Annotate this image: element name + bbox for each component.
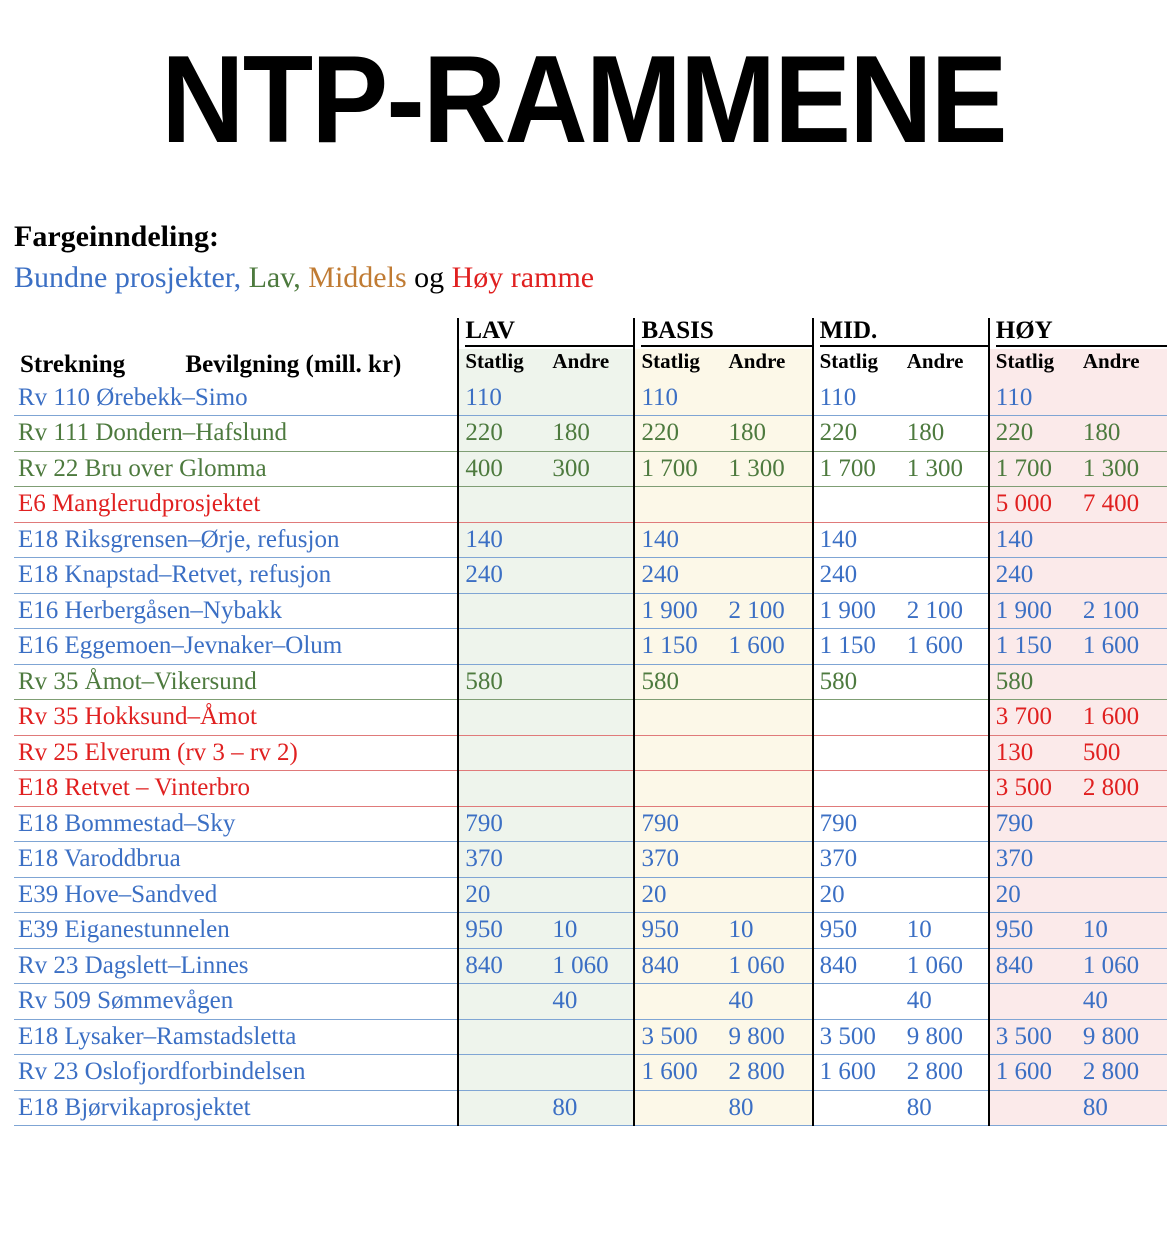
row-value: 1 150 — [989, 629, 1077, 665]
row-value — [723, 664, 813, 700]
row-value — [634, 771, 722, 807]
row-value: 80 — [1077, 1090, 1167, 1126]
subheader-mid-andre: Andre — [901, 349, 989, 381]
header-strekning-label: Strekning — [20, 350, 126, 378]
row-value: 3 500 — [989, 771, 1077, 807]
row-value: 580 — [458, 664, 546, 700]
row-value: 10 — [1077, 913, 1167, 949]
row-value: 180 — [1077, 416, 1167, 452]
row-value: 1 060 — [901, 948, 989, 984]
row-value — [901, 381, 989, 416]
row-value: 220 — [458, 416, 546, 452]
row-value: 140 — [989, 522, 1077, 558]
table-row — [14, 1055, 1167, 1091]
row-value — [546, 771, 634, 807]
row-value: 1 300 — [901, 451, 989, 487]
row-value: 1 600 — [989, 1055, 1077, 1091]
row-value — [813, 700, 901, 736]
row-value — [458, 593, 546, 629]
row-value — [458, 984, 546, 1020]
row-value: 300 — [546, 451, 634, 487]
row-value: 10 — [546, 913, 634, 949]
table-row — [14, 700, 1167, 736]
header-strekning — [14, 318, 458, 381]
row-value: 1 600 — [1077, 700, 1167, 736]
row-value: 7 400 — [1077, 487, 1167, 523]
row-value: 2 800 — [901, 1055, 989, 1091]
legend-item-middels: Middels — [308, 260, 407, 294]
table-row — [14, 451, 1167, 487]
table-row — [14, 948, 1167, 984]
row-value — [546, 593, 634, 629]
row-value: 9 800 — [723, 1019, 813, 1055]
row-value: 1 600 — [901, 629, 989, 665]
row-value: 40 — [723, 984, 813, 1020]
row-label: Rv 25 Elverum (rv 3 – rv 2) — [14, 735, 458, 771]
row-value: 840 — [634, 948, 722, 984]
table-row — [14, 842, 1167, 878]
row-value: 110 — [989, 381, 1077, 416]
header-group-mid: MID. — [813, 318, 989, 349]
row-value: 80 — [901, 1090, 989, 1126]
table-row — [14, 1090, 1167, 1126]
row-value: 240 — [634, 558, 722, 594]
row-value — [1077, 558, 1167, 594]
row-value: 1 600 — [634, 1055, 722, 1091]
row-value: 1 600 — [1077, 629, 1167, 665]
subheader-mid-statlig: Statlig — [813, 349, 901, 381]
subheader-hoy-statlig: Statlig — [989, 349, 1077, 381]
table-row — [14, 806, 1167, 842]
row-value: 2 100 — [901, 593, 989, 629]
ntp-frames-table — [14, 318, 1167, 1127]
row-value — [901, 700, 989, 736]
row-value: 790 — [989, 806, 1077, 842]
row-label: E18 Retvet – Vinterbro — [14, 771, 458, 807]
row-value: 220 — [989, 416, 1077, 452]
table-row — [14, 593, 1167, 629]
row-value: 790 — [813, 806, 901, 842]
row-value — [546, 700, 634, 736]
row-value: 400 — [458, 451, 546, 487]
row-label: E18 Varoddbrua — [14, 842, 458, 878]
row-value: 1 060 — [723, 948, 813, 984]
row-value — [723, 700, 813, 736]
row-value: 240 — [813, 558, 901, 594]
row-value — [546, 806, 634, 842]
row-value — [546, 381, 634, 416]
row-value — [813, 487, 901, 523]
row-value: 370 — [989, 842, 1077, 878]
row-value: 2 800 — [1077, 771, 1167, 807]
row-value: 2 800 — [1077, 1055, 1167, 1091]
row-value: 3 500 — [634, 1019, 722, 1055]
row-value — [458, 1055, 546, 1091]
row-value: 950 — [989, 913, 1077, 949]
row-value: 950 — [813, 913, 901, 949]
row-label: Rv 35 Hokksund–Åmot — [14, 700, 458, 736]
table-row — [14, 629, 1167, 665]
table-row — [14, 664, 1167, 700]
row-value: 10 — [901, 913, 989, 949]
row-value: 1 600 — [723, 629, 813, 665]
row-value: 840 — [989, 948, 1077, 984]
row-value: 950 — [458, 913, 546, 949]
row-value: 1 060 — [546, 948, 634, 984]
row-value: 370 — [813, 842, 901, 878]
row-label: E18 Bjørvikaprosjektet — [14, 1090, 458, 1126]
row-value — [723, 735, 813, 771]
row-value — [458, 1090, 546, 1126]
row-value — [546, 735, 634, 771]
row-label: E18 Knapstad–Retvet, refusjon — [14, 558, 458, 594]
table-row — [14, 771, 1167, 807]
row-value: 20 — [634, 877, 722, 913]
row-value — [458, 487, 546, 523]
row-value: 2 800 — [723, 1055, 813, 1091]
row-value — [901, 664, 989, 700]
subheader-basis-statlig: Statlig — [634, 349, 722, 381]
row-value — [901, 842, 989, 878]
row-value: 3 700 — [989, 700, 1077, 736]
row-value — [723, 487, 813, 523]
row-value: 180 — [901, 416, 989, 452]
row-label: Rv 509 Sømmevågen — [14, 984, 458, 1020]
row-value — [634, 1090, 722, 1126]
row-value — [989, 984, 1077, 1020]
row-value: 110 — [458, 381, 546, 416]
row-value — [634, 487, 722, 523]
subheader-lav-andre: Andre — [546, 349, 634, 381]
row-value: 500 — [1077, 735, 1167, 771]
row-label: Rv 22 Bru over Glomma — [14, 451, 458, 487]
row-value: 180 — [546, 416, 634, 452]
row-value: 20 — [989, 877, 1077, 913]
row-value: 10 — [723, 913, 813, 949]
row-value: 40 — [901, 984, 989, 1020]
row-value: 1 300 — [723, 451, 813, 487]
row-value — [546, 842, 634, 878]
table-row — [14, 913, 1167, 949]
row-value: 140 — [813, 522, 901, 558]
row-value — [1077, 842, 1167, 878]
row-value — [546, 629, 634, 665]
row-label: E16 Herbergåsen–Nybakk — [14, 593, 458, 629]
row-value: 370 — [634, 842, 722, 878]
legend-item-hoy: Høy ramme — [451, 260, 595, 294]
row-value: 40 — [546, 984, 634, 1020]
row-value — [458, 629, 546, 665]
row-value — [458, 735, 546, 771]
row-value — [458, 771, 546, 807]
legend — [14, 220, 1167, 300]
legend-item-lav: Lav, — [248, 260, 301, 294]
table-row — [14, 984, 1167, 1020]
row-value — [723, 842, 813, 878]
row-value: 840 — [813, 948, 901, 984]
row-value: 3 500 — [813, 1019, 901, 1055]
row-value: 950 — [634, 913, 722, 949]
row-value — [723, 877, 813, 913]
row-value: 9 800 — [1077, 1019, 1167, 1055]
row-value — [546, 487, 634, 523]
table-row — [14, 558, 1167, 594]
row-value — [1077, 522, 1167, 558]
row-value: 1 700 — [989, 451, 1077, 487]
row-value — [813, 771, 901, 807]
row-label: E18 Bommestad–Sky — [14, 806, 458, 842]
row-value: 1 700 — [634, 451, 722, 487]
row-value: 80 — [723, 1090, 813, 1126]
row-value: 40 — [1077, 984, 1167, 1020]
table-row — [14, 735, 1167, 771]
row-value — [546, 1019, 634, 1055]
row-value — [901, 522, 989, 558]
row-label: Rv 23 Oslofjordforbindelsen — [14, 1055, 458, 1091]
row-value — [546, 664, 634, 700]
row-value — [634, 700, 722, 736]
legend-colors — [14, 255, 1167, 300]
row-value — [458, 1019, 546, 1055]
row-label: Rv 35 Åmot–Vikersund — [14, 664, 458, 700]
row-value: 2 100 — [1077, 593, 1167, 629]
row-label: Rv 23 Dagslett–Linnes — [14, 948, 458, 984]
row-value — [901, 735, 989, 771]
row-value: 180 — [723, 416, 813, 452]
header-group-lav: LAV — [458, 318, 634, 349]
row-value: 790 — [634, 806, 722, 842]
subheader-basis-andre: Andre — [723, 349, 813, 381]
row-value: 140 — [634, 522, 722, 558]
row-value — [1077, 381, 1167, 416]
row-value: 580 — [813, 664, 901, 700]
row-value — [901, 806, 989, 842]
row-value: 220 — [634, 416, 722, 452]
table-row — [14, 487, 1167, 523]
row-value — [1077, 664, 1167, 700]
row-value: 1 600 — [813, 1055, 901, 1091]
row-value — [813, 1090, 901, 1126]
row-value — [901, 487, 989, 523]
row-label: Rv 110 Ørebekk–Simo — [14, 381, 458, 416]
row-value — [723, 522, 813, 558]
table-row — [14, 381, 1167, 416]
table-head — [14, 318, 1167, 381]
row-label: E18 Lysaker–Ramstadsletta — [14, 1019, 458, 1055]
row-value: 240 — [989, 558, 1077, 594]
row-value: 1 900 — [634, 593, 722, 629]
row-value — [723, 381, 813, 416]
row-value: 20 — [813, 877, 901, 913]
row-value: 9 800 — [901, 1019, 989, 1055]
row-value: 5 000 — [989, 487, 1077, 523]
row-label: Rv 111 Dondern–Hafslund — [14, 416, 458, 452]
row-value — [723, 806, 813, 842]
row-value: 840 — [458, 948, 546, 984]
row-value — [546, 522, 634, 558]
row-value — [1077, 806, 1167, 842]
header-bevilgning-label: Bevilgning (mill. kr) — [185, 350, 402, 378]
row-value: 130 — [989, 735, 1077, 771]
table-row — [14, 522, 1167, 558]
row-value — [546, 558, 634, 594]
legend-heading: Fargeinndeling: — [14, 220, 220, 253]
row-value: 240 — [458, 558, 546, 594]
slide-page — [0, 31, 1167, 1126]
row-value — [634, 735, 722, 771]
row-value: 790 — [458, 806, 546, 842]
row-label: E18 Riksgrensen–Ørje, refusjon — [14, 522, 458, 558]
page-title: NTP-RAMMENE — [161, 31, 1006, 169]
subheader-lav-statlig: Statlig — [458, 349, 546, 381]
header-group-hoy: HØY — [989, 318, 1167, 349]
row-value: 220 — [813, 416, 901, 452]
table-row — [14, 877, 1167, 913]
row-value: 1 150 — [634, 629, 722, 665]
row-value: 1 060 — [1077, 948, 1167, 984]
row-value: 580 — [634, 664, 722, 700]
row-value — [989, 1090, 1077, 1126]
row-value — [901, 558, 989, 594]
row-value: 110 — [813, 381, 901, 416]
row-value — [901, 877, 989, 913]
row-label: E39 Eiganestunnelen — [14, 913, 458, 949]
row-value — [458, 700, 546, 736]
row-value: 1 150 — [813, 629, 901, 665]
row-value — [1077, 877, 1167, 913]
row-value: 80 — [546, 1090, 634, 1126]
row-label: E39 Hove–Sandved — [14, 877, 458, 913]
row-value — [723, 558, 813, 594]
row-value: 580 — [989, 664, 1077, 700]
row-value: 20 — [458, 877, 546, 913]
row-value: 3 500 — [989, 1019, 1077, 1055]
row-value — [901, 771, 989, 807]
row-label: E6 Manglerudprosjektet — [14, 487, 458, 523]
row-value — [813, 984, 901, 1020]
row-value — [546, 877, 634, 913]
row-value: 1 900 — [989, 593, 1077, 629]
row-value: 2 100 — [723, 593, 813, 629]
row-value: 1 700 — [813, 451, 901, 487]
row-value: 1 900 — [813, 593, 901, 629]
table-row — [14, 1019, 1167, 1055]
row-label: E16 Eggemoen–Jevnaker–Olum — [14, 629, 458, 665]
table-row — [14, 416, 1167, 452]
subheader-hoy-andre: Andre — [1077, 349, 1167, 381]
row-value: 140 — [458, 522, 546, 558]
row-value: 1 300 — [1077, 451, 1167, 487]
row-value — [634, 984, 722, 1020]
header-group-basis: BASIS — [634, 318, 812, 349]
legend-item-og: og — [414, 260, 445, 294]
row-value: 370 — [458, 842, 546, 878]
legend-item-bundne: Bundne prosjekter, — [14, 260, 242, 294]
row-value — [723, 771, 813, 807]
row-value — [813, 735, 901, 771]
row-value — [546, 1055, 634, 1091]
row-value: 110 — [634, 381, 722, 416]
table-body — [14, 381, 1167, 1126]
